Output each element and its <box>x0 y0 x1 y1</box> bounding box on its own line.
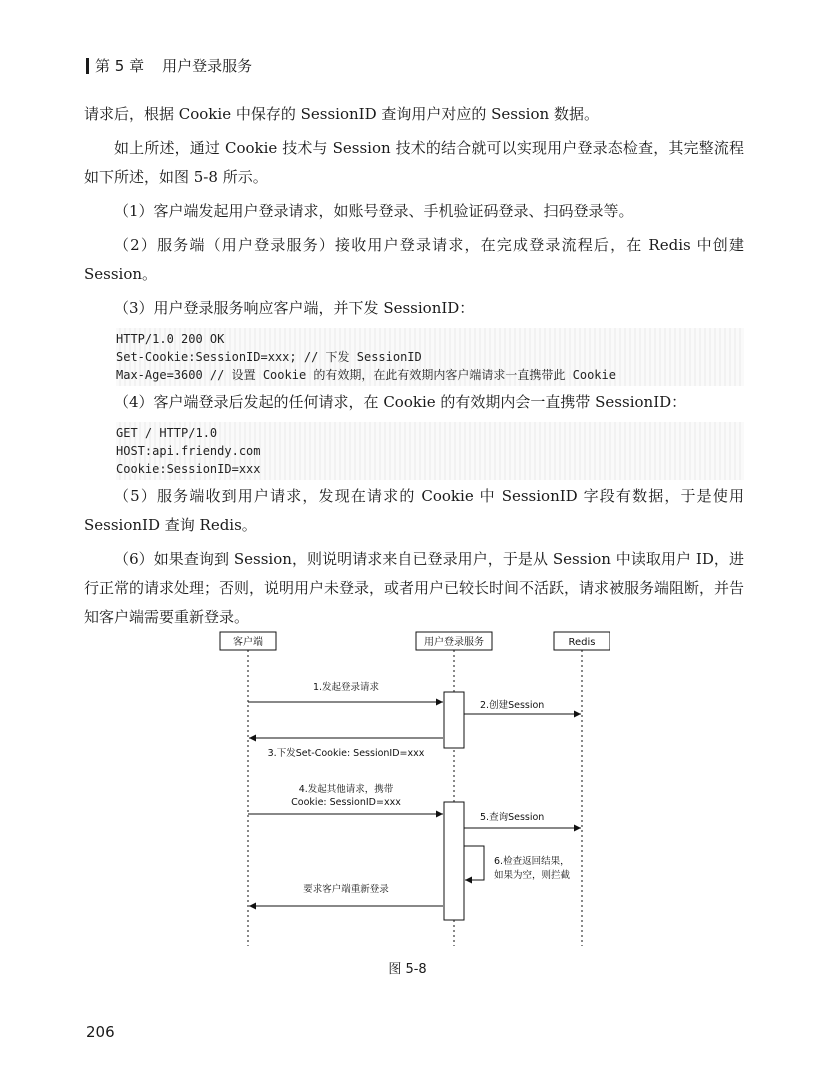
running-header <box>86 55 252 76</box>
code-line: Set-Cookie:SessionID=xxx; // 下发 SessionID <box>116 350 422 364</box>
code-block-request <box>116 422 744 480</box>
message-label-6b: 如果为空，则拦截 <box>494 870 571 881</box>
message-label-6a: 6.检查返回结果， <box>494 856 570 867</box>
message-label-4b: Cookie: SessionID=xxx <box>291 797 401 808</box>
activation-bar-2 <box>444 802 464 920</box>
step-4: （4）客户端登录后发起的任何请求，在 Cookie 的有效期内会一直携带 SessionID： <box>114 393 687 411</box>
step-2: （2）服务端（用户登录服务）接收用户登录请求，在完成登录流程后，在 Redis 中创建 Session。 <box>84 236 744 283</box>
page-number: 206 <box>86 1023 115 1041</box>
code-line: GET / HTTP/1.0 <box>116 426 218 440</box>
body-text <box>84 100 744 637</box>
message-label-3: 3.下发Set-Cookie: SessionID=xxx <box>267 748 425 759</box>
paragraph: 如上所述，通过 Cookie 技术与 Session 技术的结合就可以实现用户登录态检查，其完整流程如下所述，如图 5-8 所示。 <box>84 139 744 186</box>
self-arrow-6 <box>464 846 484 880</box>
message-label-2: 2.创建Session <box>480 700 545 711</box>
figure-caption: 图 5-8 <box>388 962 427 977</box>
code-line: HOST:api.friendy.com <box>116 444 261 458</box>
actor-label-client: 客户端 <box>233 637 263 648</box>
message-label-4a: 4.发起其他请求，携带 <box>298 784 394 795</box>
message-label-5: 5.查询Session <box>480 812 545 823</box>
sequence-diagram <box>210 624 610 954</box>
actor-label-login-service: 用户登录服务 <box>424 637 484 648</box>
message-label-1: 1.发起登录请求 <box>312 682 380 693</box>
code-line: Cookie:SessionID=xxx <box>116 462 261 476</box>
code-line: HTTP/1.0 200 OK <box>116 332 225 346</box>
actor-label-redis: Redis <box>568 637 596 648</box>
code-line: Max-Age=3600 // 设置 Cookie 的有效期，在此有效期内客户端请求一直携带此 Cookie <box>116 368 616 382</box>
step-5: （5）服务端收到用户请求，发现在请求的 Cookie 中 SessionID 字段有数据，于是使用 SessionID 查询 Redis。 <box>84 487 744 534</box>
activation-bar-1 <box>444 692 464 748</box>
step-1: （1）客户端发起用户登录请求，如账号登录、手机验证码登录、扫码登录等。 <box>114 202 634 220</box>
chapter-label: 第 5 章 <box>95 57 145 75</box>
step-6: （6）如果查询到 Session，则说明请求来自已登录用户，于是从 Session 中读取用户 ID，进行正常的请求处理；否则，说明用户未登录，或者用户已较长时间不活跃，请求被服务端阻断，并告知客户端需要重新登录。 <box>84 550 745 626</box>
message-label-7: 要求客户端重新登录 <box>303 884 389 895</box>
paragraph: 请求后，根据 Cookie 中保存的 SessionID 查询用户对应的 Session 数据。 <box>84 105 599 123</box>
code-block-response <box>116 328 744 386</box>
header-bar <box>86 58 89 74</box>
step-3: （3）用户登录服务响应客户端，并下发 SessionID： <box>114 299 475 317</box>
chapter-title: 用户登录服务 <box>162 57 253 75</box>
